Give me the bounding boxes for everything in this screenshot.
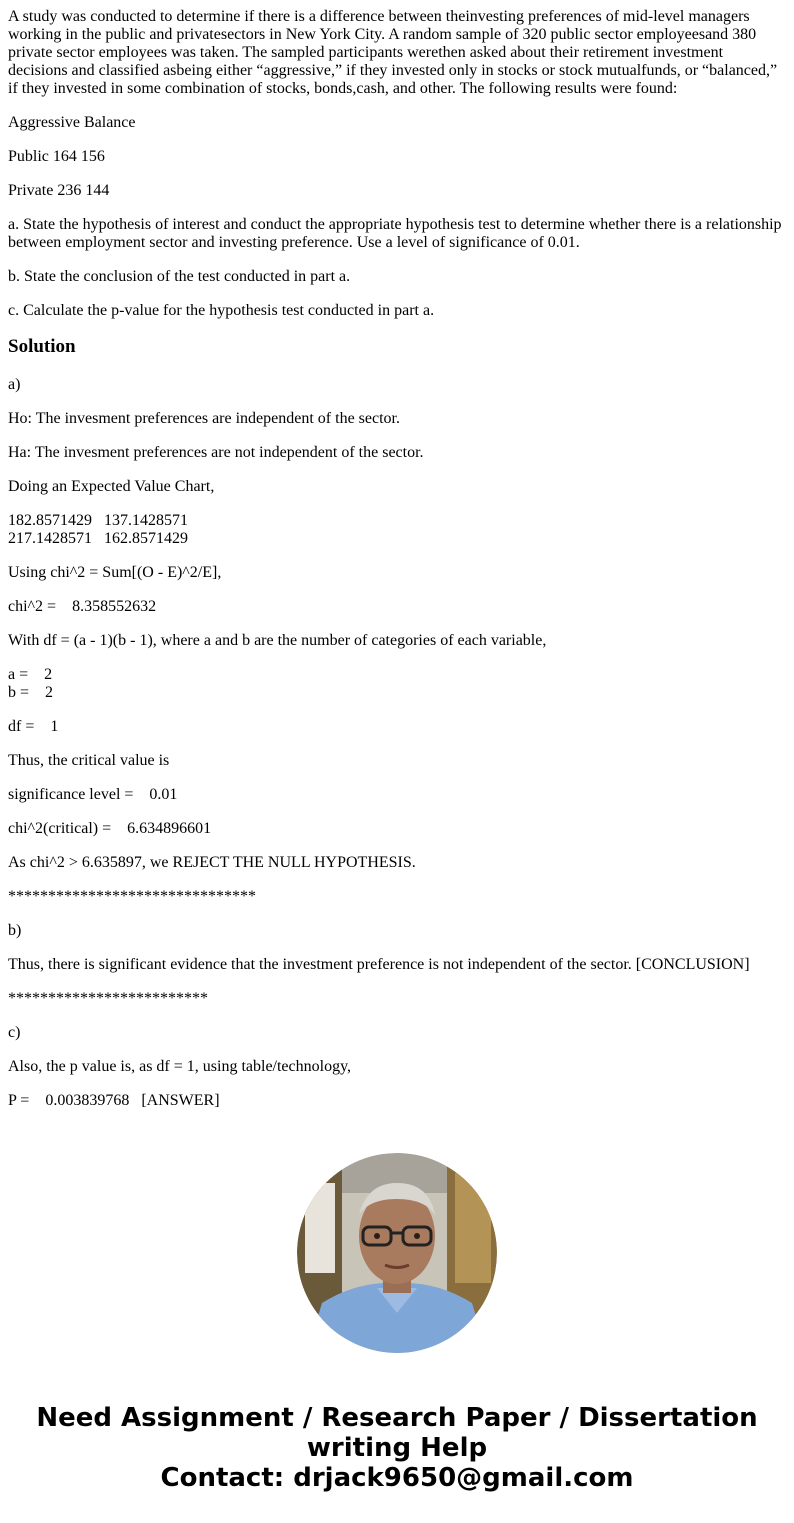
separator-stars-2: ************************* [8,990,208,1007]
a-value: a = 2 [8,666,53,683]
solution-part-c-label: c) [8,1024,21,1041]
question-intro: A study was conducted to determine if there is a difference between theinvesting preferences of mid-level managers working in the public and privatesectors in New York City. A random sample of 320 public sector employeesand 380 private sector employees was taken. The sampled participants werethen asked about their retirement investment decisions and classified asbeing either “aggressive,” if they invested only in stocks or stock mutualfunds, or “balanced,” if they invested in some combination of stocks, bonds,cash, and other. The following results were found: [8,8,782,97]
table-row-private: Private 236 144 [8,182,110,199]
footer-line-2: writing Help [306,1433,488,1463]
question-part-a: a. State the hypothesis of interest and conduct the appropriate hypothesis test to determine whether there is a relationship between employment sector and investing preference. Use a level of significance of 0.01. [8,216,786,251]
expected-values [8,512,786,548]
table-row-public: Public 164 156 [8,148,105,165]
b-value: b = 2 [8,684,54,701]
reject-statement: As chi^2 > 6.635897, we REJECT THE NULL HYPOTHESIS. [8,854,416,871]
question-part-b: b. State the conclusion of the test conducted in part a. [8,268,351,285]
author-portrait-image [297,1153,497,1353]
chi-square-value: chi^2 = 8.358552632 [8,598,157,615]
critical-intro: Thus, the critical value is [8,752,170,769]
footer-banner [0,1403,794,1493]
footer-contact: Contact: drjack9650@gmail.com [160,1463,634,1493]
significance-level: significance level = 0.01 [8,786,178,803]
expected-chart-intro: Doing an Expected Value Chart, [8,478,215,495]
author-avatar [297,1153,497,1353]
df-value: df = 1 [8,718,59,735]
footer-line-1: Need Assignment / Research Paper / Dissertation [36,1403,758,1433]
document-content [8,8,786,1122]
alternative-hypothesis: Ha: The invesment preferences are not independent of the sector. [8,444,424,461]
question-part-c: c. Calculate the p-value for the hypothesis test conducted in part a. [8,302,435,319]
solution-heading: Solution [8,336,76,357]
null-hypothesis: Ho: The invesment preferences are independent of the sector. [8,410,400,427]
p-value: P = 0.003839768 [ANSWER] [8,1092,220,1109]
solution-part-a-label: a) [8,376,21,393]
expected-row-1: 182.8571429 137.1428571 [8,512,188,529]
chi-square-formula: Using chi^2 = Sum[(O - E)^2/E], [8,564,222,581]
category-counts [8,666,786,702]
conclusion-text: Thus, there is significant evidence that the investment preference is not independent of the sector. [CONCLUSION] [8,956,750,973]
table-header: Aggressive Balance [8,114,136,131]
df-intro: With df = (a - 1)(b - 1), where a and b are the number of categories of each variable, [8,632,547,649]
expected-row-2: 217.1428571 162.8571429 [8,530,188,547]
solution-part-b-label: b) [8,922,22,939]
p-value-intro: Also, the p value is, as df = 1, using table/technology, [8,1058,352,1075]
critical-value: chi^2(critical) = 6.634896601 [8,820,212,837]
separator-stars-1: ******************************* [8,888,256,905]
